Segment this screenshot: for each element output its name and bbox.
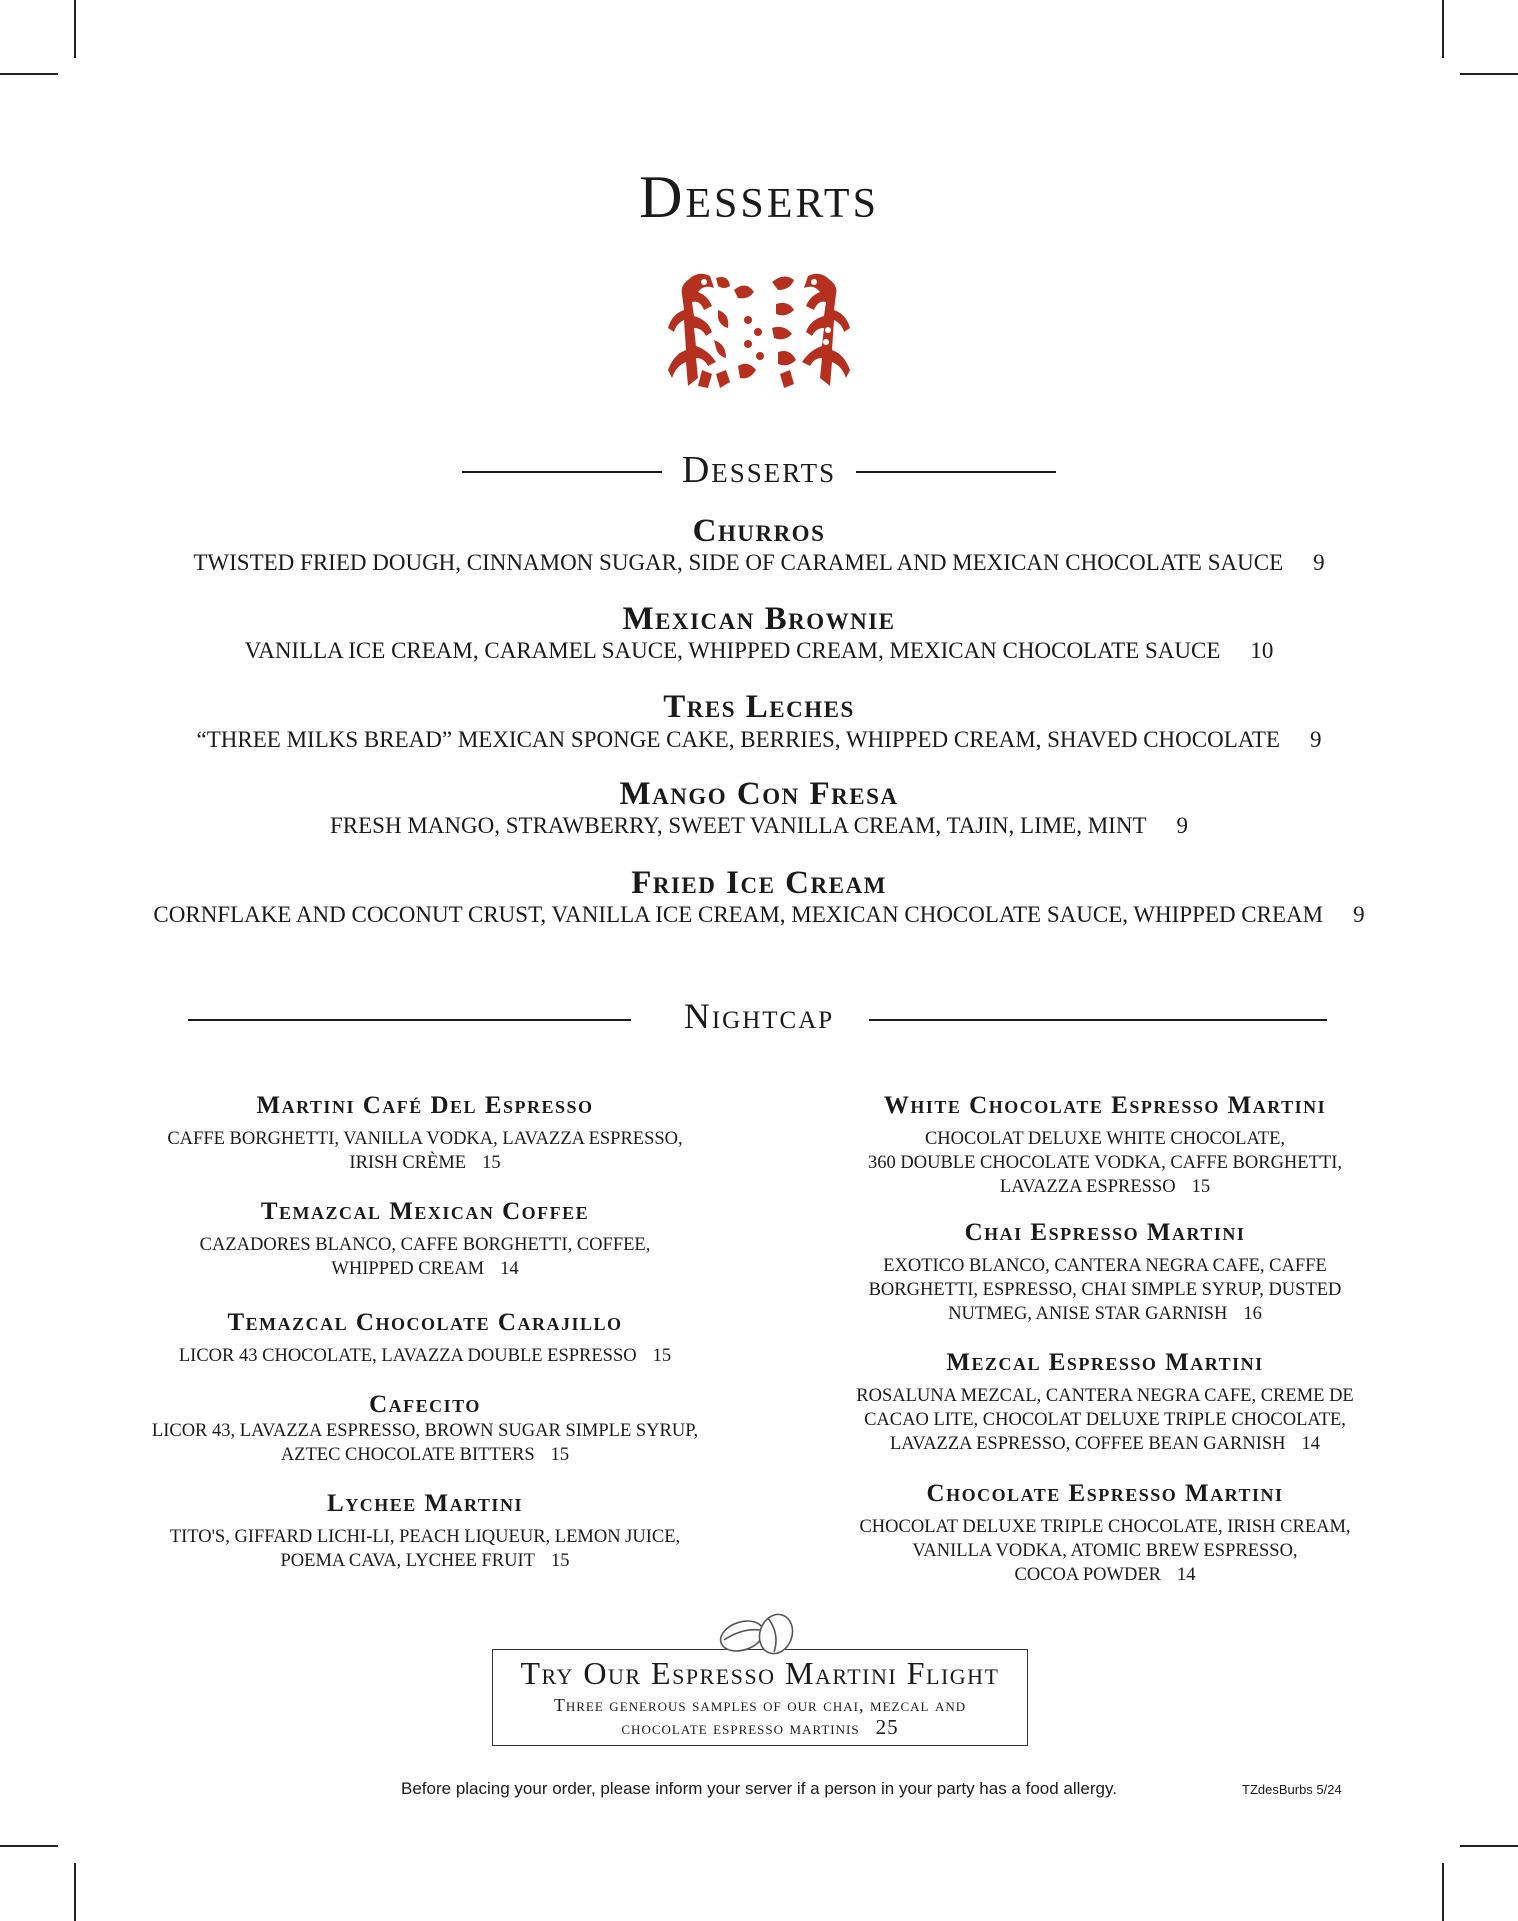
crop-mark: [0, 1845, 58, 1847]
flight-price: 25: [875, 1715, 899, 1739]
nightcap-price: 14: [1301, 1434, 1321, 1454]
nightcap-price: 15: [482, 1153, 501, 1173]
nightcap-desc: CAZADORES BLANCO, CAFFE BORGHETTI, COFFEE, WHIPPED CREAM 14: [199, 1235, 651, 1279]
divider: [856, 471, 1056, 473]
page-title: Desserts: [639, 164, 879, 230]
dessert-price: 9: [1309, 727, 1322, 752]
dessert-name: Tres Leches: [663, 689, 855, 725]
nightcap-desc: LICOR 43 CHOCOLATE, LAVAZZA DOUBLE ESPRESSO 15: [178, 1346, 672, 1366]
nightcap-name: Mezcal Espresso Martini: [946, 1349, 1264, 1376]
dessert-name: Mexican Brownie: [622, 601, 896, 637]
crop-mark: [1442, 0, 1444, 58]
nightcap-desc: LICOR 43, LAVAZZA ESPRESSO, BROWN SUGAR SIMPLE SYRUP, AZTEC CHOCOLATE BITTERS 15: [151, 1421, 699, 1465]
crop-mark: [1460, 1845, 1518, 1847]
dessert-desc: FRESH MANGO, STRAWBERRY, SWEET VANILLA CREAM, TAJIN, LIME, MINT 9: [330, 813, 1188, 838]
nightcap-desc: CHOCOLAT DELUXE WHITE CHOCOLATE, 360 DOUBLE CHOCOLATE VODKA, CAFFE BORGHETTI, LAVAZZA ESPRESSO 15: [868, 1129, 1342, 1197]
nightcap-name: Chocolate Espresso Martini: [926, 1480, 1284, 1507]
nightcap-desc: EXOTICO BLANCO, CANTERA NEGRA CAFE, CAFFE BORGHETTI, ESPRESSO, CHAI SIMPLE SYRUP, DUSTED NUTMEG, ANISE STAR GARNISH 16: [868, 1256, 1342, 1324]
dessert-desc: VANILLA ICE CREAM, CARAMEL SAUCE, WHIPPED CREAM, MEXICAN CHOCOLATE SAUCE 10: [244, 638, 1274, 663]
crop-mark: [0, 73, 58, 75]
nightcap-name: Lychee Martini: [327, 1490, 523, 1517]
dessert-name: Churros: [692, 513, 826, 549]
crop-mark: [74, 0, 76, 58]
dessert-name: Fried Ice Cream: [631, 865, 887, 901]
nightcap-heading: Nightcap: [683, 996, 835, 1036]
aztec-figures-logo-icon: [668, 270, 850, 394]
crop-mark: [1442, 1863, 1444, 1921]
dessert-price: 9: [1313, 550, 1325, 575]
nightcap-price: 15: [550, 1445, 570, 1465]
dessert-price: 10: [1250, 638, 1274, 663]
flight-desc: Three generous samples of our chai, mezcal and chocolate espresso martinis 25: [553, 1695, 967, 1739]
dessert-desc: CORNFLAKE AND COCONUT CRUST, VANILLA ICE CREAM, MEXICAN CHOCOLATE SAUCE, WHIPPED CREAM 9: [153, 902, 1365, 927]
nightcap-desc: CHOCOLAT DELUXE TRIPLE CHOCOLATE, IRISH CREAM, VANILLA VODKA, ATOMIC BREW ESPRESSO, COCOA POWDER 14: [859, 1517, 1351, 1585]
flight-title: Try Our Espresso Martini Flight: [520, 1655, 1000, 1691]
dessert-desc: TWISTED FRIED DOUGH, CINNAMON SUGAR, SIDE OF CARAMEL AND MEXICAN CHOCOLATE SAUCE 9: [193, 550, 1325, 575]
menu-code: TZdesBurbs 5/24: [1242, 1782, 1342, 1797]
allergy-note: Before placing your order, please inform your server if a person in your party has a food allergy.: [401, 1779, 1117, 1798]
nightcap-price: 15: [652, 1346, 672, 1366]
dessert-name: Mango Con Fresa: [619, 776, 899, 812]
nightcap-price: 14: [500, 1259, 519, 1279]
nightcap-desc: TITO'S, GIFFARD LICHI-LI, PEACH LIQUEUR, LEMON JUICE, POEMA CAVA, LYCHEE FRUIT 15: [169, 1527, 681, 1571]
dessert-price: 9: [1176, 813, 1188, 838]
dessert-desc: “THREE MILKS BREAD” MEXICAN SPONGE CAKE, BERRIES, WHIPPED CREAM, SHAVED CHOCOLATE 9: [196, 727, 1322, 752]
crop-mark: [1460, 73, 1518, 75]
dessert-price: 9: [1353, 902, 1365, 927]
nightcap-name: Cafecito: [369, 1391, 481, 1418]
nightcap-price: 15: [550, 1551, 570, 1571]
nightcap-name: Temazcal Mexican Coffee: [260, 1198, 590, 1225]
divider: [869, 1019, 1327, 1021]
coffee-beans-icon: [708, 1610, 808, 1660]
nightcap-name: Martini Café Del Espresso: [256, 1092, 594, 1119]
nightcap-name: Chai Espresso Martini: [964, 1219, 1246, 1246]
nightcap-name: White Chocolate Espresso Martini: [883, 1092, 1327, 1119]
desserts-heading: Desserts: [681, 449, 837, 491]
nightcap-desc: ROSALUNA MEZCAL, CANTERA NEGRA CAFE, CREME DE CACAO LITE, CHOCOLAT DELUXE TRIPLE CHOCOLATE, LAVAZZA ESPRESSO, COFFEE BEAN GARNISH 14: [856, 1386, 1354, 1454]
crop-mark: [74, 1863, 76, 1921]
nightcap-price: 16: [1243, 1304, 1262, 1324]
nightcap-price: 15: [1191, 1177, 1211, 1197]
nightcap-name: Temazcal Chocolate Carajillo: [227, 1309, 623, 1336]
nightcap-desc: CAFFE BORGHETTI, VANILLA VODKA, LAVAZZA ESPRESSO, IRISH CRÈME 15: [167, 1129, 683, 1173]
nightcap-price: 14: [1176, 1565, 1196, 1585]
